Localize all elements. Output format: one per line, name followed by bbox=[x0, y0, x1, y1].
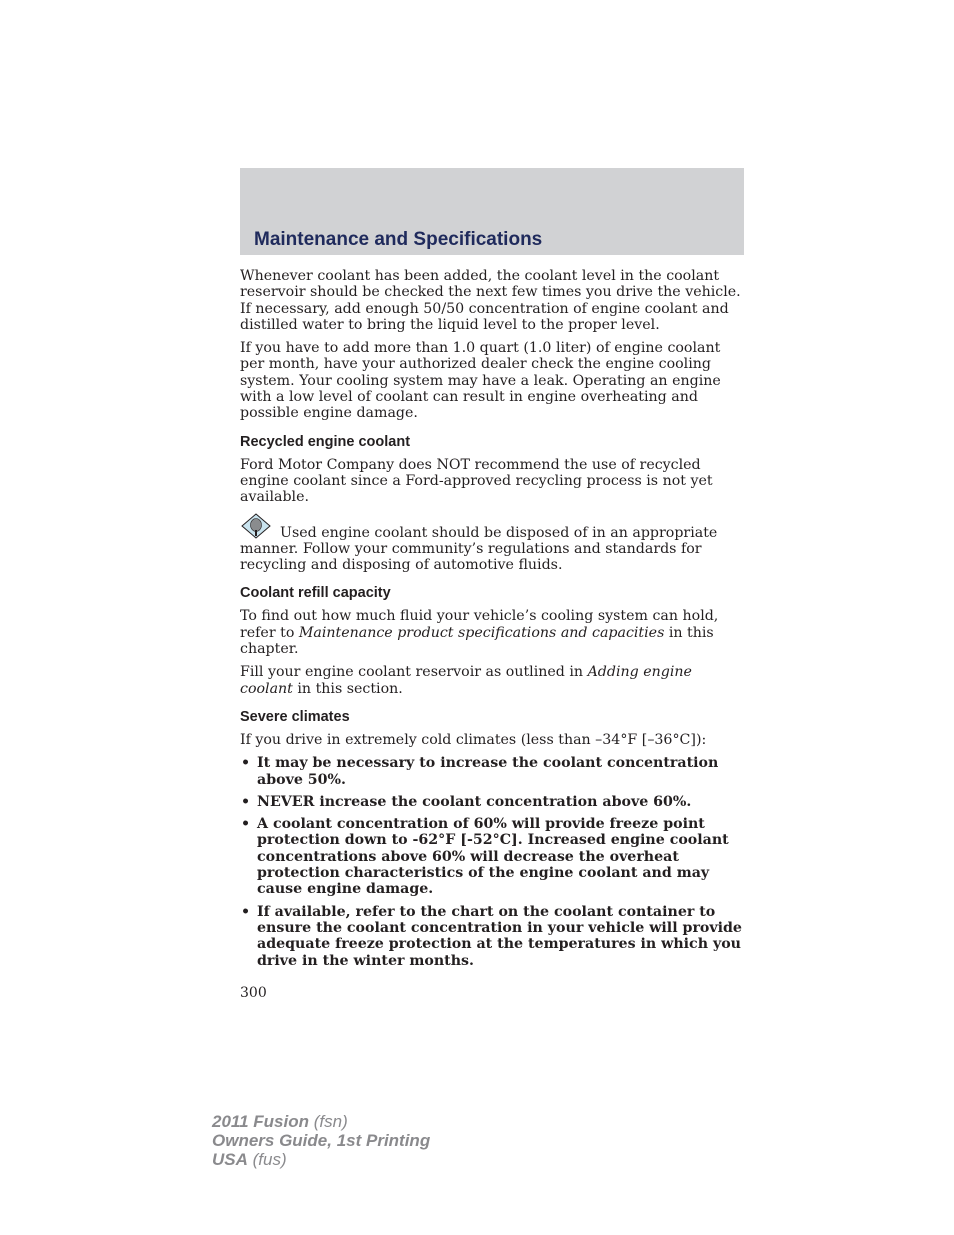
list-item-text: NEVER increase the coolant concentration above 60%. bbox=[257, 793, 692, 810]
refill-text-a: To find out how much fluid your vehicle’s cooling system can hold, refer to bbox=[240, 608, 719, 641]
intro-paragraph-1: Whenever coolant has been added, the coolant level in the coolant reservoir should be checked the next few times you drive the vehicle. If necessary, add enough 50/50 concentration of engine coolant and distilled water to bring the liquid level to the proper level. bbox=[240, 268, 741, 333]
refill-capacity-paragraph-1 bbox=[240, 608, 744, 657]
capacities-reference: Maintenance product specifications and capacities bbox=[298, 624, 665, 641]
page-number: 300 bbox=[240, 984, 267, 1001]
environment-note-text: Used engine coolant should be disposed of in an appropriate manner. Follow your community’s regulations and standards for recycling and disposing of automotive fluids. bbox=[240, 524, 718, 574]
environment-note bbox=[240, 513, 744, 574]
section-header-band bbox=[240, 168, 744, 255]
list-item-text: A coolant concentration of 60% will provide freeze point protection down to -62°F [-52°C]. Increased engine coolant concentrations above 60% will decrease the overheat protection characteristics of the engine coolant and may cause engine damage. bbox=[257, 816, 729, 898]
severe-climates-intro: If you drive in extremely cold climates (less than –34°F [–36°C]): bbox=[240, 731, 707, 748]
list-item bbox=[240, 904, 744, 969]
footer-model: 2011 Fusion bbox=[212, 1112, 309, 1131]
refill-text-d: in this section. bbox=[292, 680, 403, 697]
bullet-icon: • bbox=[241, 793, 251, 810]
footer-line-1 bbox=[212, 1112, 430, 1131]
list-item bbox=[240, 794, 744, 810]
list-item-text: It may be necessary to increase the coolant concentration above 50%. bbox=[257, 755, 719, 788]
refill-capacity-paragraph-2 bbox=[240, 664, 744, 697]
bullet-icon: • bbox=[241, 903, 251, 920]
footer-guide: Owners Guide, 1st Printing bbox=[212, 1131, 431, 1150]
list-item bbox=[240, 755, 744, 788]
environment-tree-icon bbox=[240, 513, 272, 541]
list-item bbox=[240, 816, 744, 897]
document-footer bbox=[212, 1112, 430, 1169]
section-title: Maintenance and Specifications bbox=[254, 229, 543, 250]
bullet-icon: • bbox=[241, 816, 251, 833]
recycled-coolant-heading: Recycled engine coolant bbox=[240, 433, 411, 450]
adding-coolant-reference: Adding engine coolant bbox=[240, 664, 692, 697]
severe-climates-list bbox=[240, 755, 744, 969]
bullet-icon: • bbox=[241, 755, 251, 772]
footer-line-2 bbox=[212, 1131, 430, 1150]
footer-model-code: (fsn) bbox=[313, 1112, 348, 1131]
footer-market: USA bbox=[212, 1150, 248, 1169]
intro-paragraph-2: If you have to add more than 1.0 quart (1.0 liter) of engine coolant per month, have your authorized dealer check the engine cooling system. Your cooling system may have a leak. Operating an engine with a low level of coolant can result in engine overheating and possible engine damage. bbox=[240, 340, 721, 422]
refill-text-c: Fill your engine coolant reservoir as outlined in bbox=[240, 664, 588, 681]
refill-text-b: in this chapter. bbox=[240, 624, 714, 658]
footer-line-3 bbox=[212, 1150, 430, 1169]
page-content bbox=[240, 268, 744, 1001]
list-item-text: If available, refer to the chart on the coolant container to ensure the coolant concentration in your vehicle will provide adequate freeze protection at the temperatures in which you drive in the winter months. bbox=[257, 903, 742, 969]
refill-capacity-heading: Coolant refill capacity bbox=[240, 585, 391, 602]
severe-climates-heading: Severe climates bbox=[240, 708, 350, 725]
footer-market-code: (fus) bbox=[252, 1150, 287, 1169]
recycled-coolant-paragraph: Ford Motor Company does NOT recommend the use of recycled engine coolant since a Ford-approved recycling process is not yet available. bbox=[240, 456, 713, 506]
